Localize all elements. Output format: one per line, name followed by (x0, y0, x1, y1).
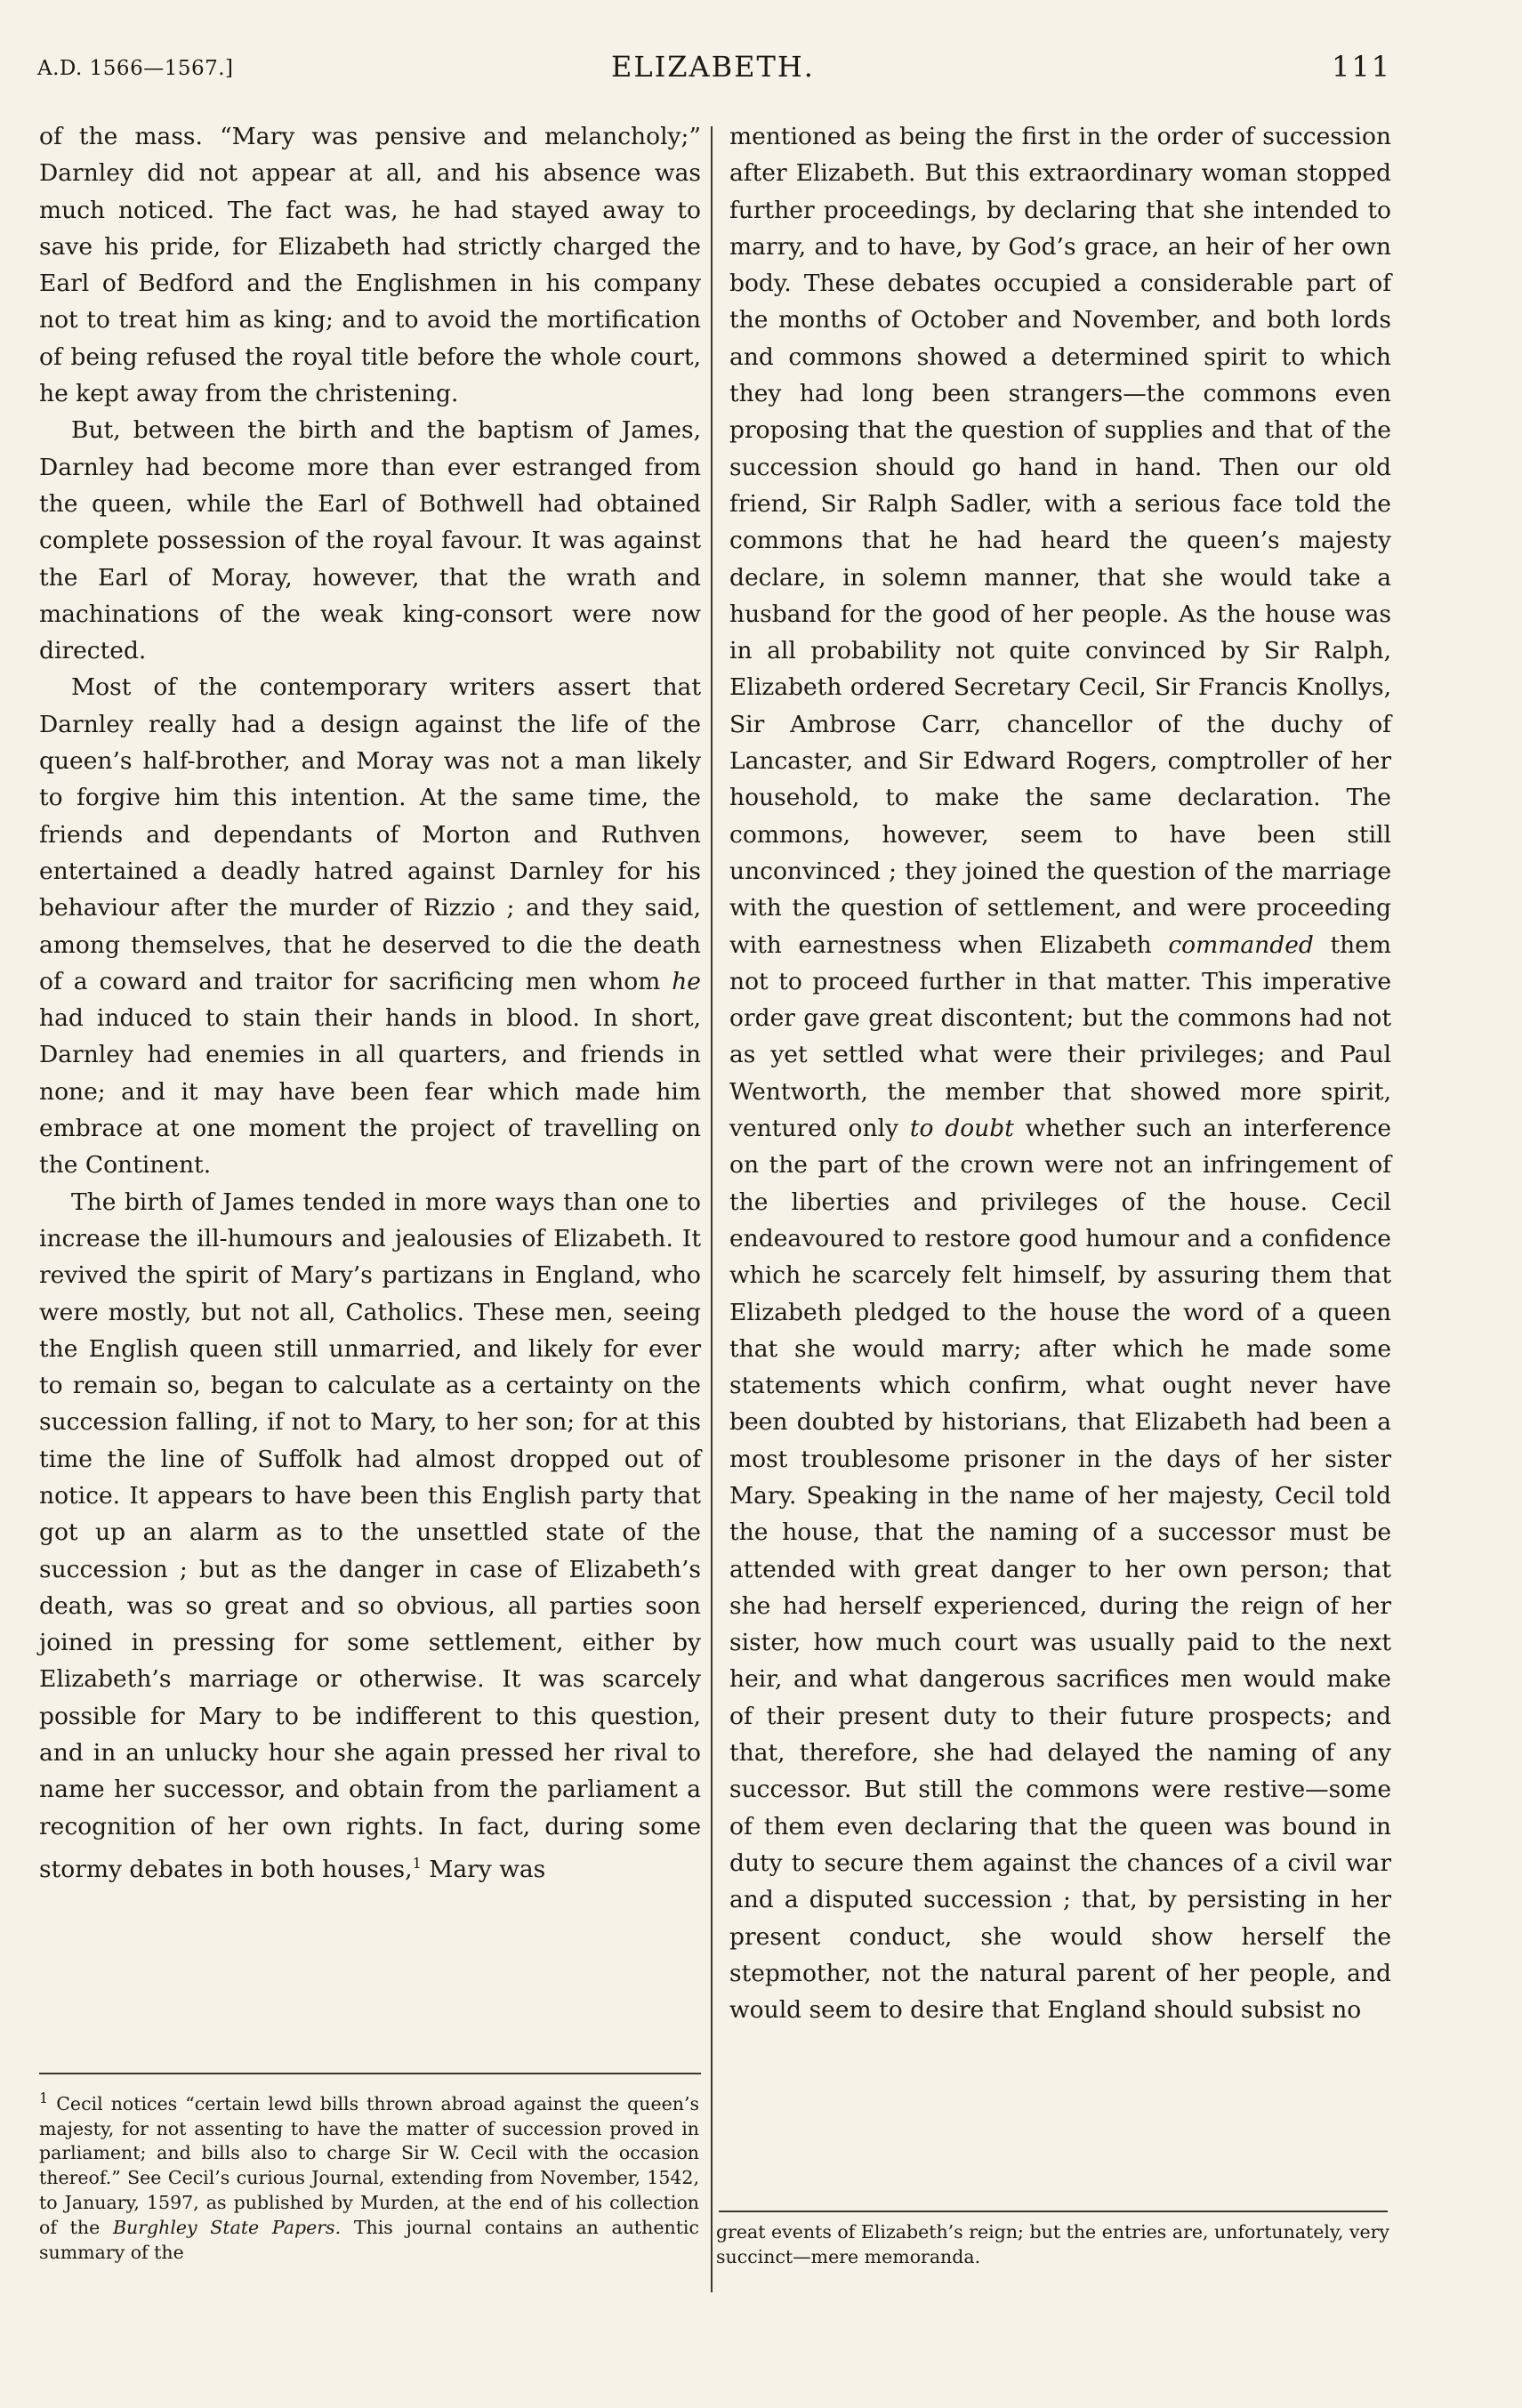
emphasis: he (672, 967, 701, 995)
paragraph: Most of the contemporary writers assert that Darnley really had a design against the life of the queen’s half-brother, and Moray was not a man likely to forgive him this intention. At the same time, the friends and dependants of Morton and Ruthven entertained a deadly hatred against Darnley for his behaviour after the murder of Rizzio ; and they said, among themselves, that he deserved to die the death of a coward and traitor for sacrificing men whom he had induced to stain their hands in blood. In short, Darnley had enemies in all quarters, and friends in none; and it may have been fear which made him embrace at one moment the project of travelling on the Continent. (39, 673, 701, 1180)
page-number: 111 (1332, 50, 1392, 84)
paragraph: mentioned as being the first in the order of succession after Elizabeth. But this extraordinary woman stopped further proceedings, by declaring that she intended to marry, and to have, by God’s grace, an heir of her own body. These debates occupied a considerable part of the months of October and November, and both lords and commons showed a determined spirit to which they had long been strangers—the commons even proposing that the question of supplies and that of the succession should go hand in hand. Then our old friend, Sir Ralph Sadler, with a serious face told the commons that he had heard the queen’s majesty declare, in solemn manner, that she would take a husband for the good of her people. As the house was in all probability not quite convinced by Sir Ralph, Elizabeth ordered Secretary Cecil, Sir Francis Knollys, Sir Ambrose Carr, chancellor of the duchy of Lancaster, and Sir Edward Rogers, comptroller of her household, to make the same declaration. The commons, however, seem to have been still unconvinced ; they joined the question of the marriage with the question of settlement, and were proceeding with earnestness when Elizabeth commanded them not to proceed further in that matter. This imperative order gave great discontent; but the commons had not as yet settled what were their privileges; and Paul Wentworth, the member that showed more spirit, ventured only to doubt whether such an interference on the part of the crown were not an infringement of the liberties and privileges of the house. Cecil endeavoured to restore good humour and a confidence which he scarcely felt himself, by assuring them that Elizabeth pledged to the house the word of a queen that she would marry; after which he made some statements which confirm, what ought never have been doubted by historians, that Elizabeth had been a most troublesome prisoner in the days of her sister Mary. Speaking in the name of her majesty, Cecil told the house, that the naming of a successor must be attended with great danger to her own person; that she had herself experienced, during the reign of her sister, how much court was usually paid to the next heir, and what dangerous sacrifices men would make of their present duty to their future prospects; and that, therefore, she had delayed the naming of any successor. But still the commons were restive—some of them even declaring that the queen was bound in duty to secure them against the chances of a civil war and a disputed succession ; that, by persisting in her present conduct, she would show herself the stepmother, not the natural parent of her people, and would seem to desire that England should subsist no (729, 123, 1391, 2025)
paragraph: of the mass. “Mary was pensive and melancholy;” Darnley did not appear at all, and his absence was much noticed. The fact was, he had stayed away to save his pride, for Elizabeth had strictly charged the Earl of Bedford and the Englishmen in his company not to treat him as king; and to avoid the mortification of being refused the royal title before the whole court, he kept away from the christening. (39, 123, 701, 408)
left-column (39, 118, 701, 1888)
page-header (37, 50, 1392, 94)
right-column (729, 118, 1391, 2028)
paragraph: The birth of James tended in more ways than one to increase the ill-humours and jealousies of Elizabeth. It revived the spirit of Mary’s partizans in England, who were mostly, but not all, Catholics. These men, seeing the English queen still unmarried, and likely for ever to remain so, began to calculate as a certainty on the succession falling, if not to Mary, to her son; for at this time the line of Suffolk had almost dropped out of notice. It appears to have been this English party that got up an alarm as to the unsettled state of the succession ; but as the danger in case of Elizabeth’s death, was so great and so obvious, all parties soon joined in pressing for some settlement, either by Elizabeth’s marriage or otherwise. It was scarcely possible for Mary to be indifferent to this question, and in an unlucky hour she again pressed her rival to name her successor, and obtain from the parliament a recognition of her own rights. In fact, during some stormy debates in both houses,$^1$ Mary was (39, 1188, 701, 1883)
emphasis: to doubt (909, 1115, 1014, 1143)
footnote-marker: 1 (39, 2090, 49, 2106)
emphasis: commanded (1168, 930, 1314, 959)
paragraph: But, between the birth and the baptism of James, Darnley had become more than ever estranged from the queen, while the Earl of Bothwell had obtained complete possession of the royal favour. It was against the Earl of Moray, however, that the wrath and machinations of the weak king-consort were now directed. (39, 416, 701, 665)
footnote-right: great events of Elizabeth’s reign; but the entries are, unfortunately, very succinct—mere memoranda. (716, 2221, 1389, 2267)
date-range: A.D. 1566—1567.] (37, 57, 234, 80)
running-title: ELIZABETH. (611, 50, 815, 84)
column-divider (711, 126, 713, 2292)
footnote-rule (719, 2211, 1388, 2212)
footnote-rule (39, 2073, 701, 2074)
footnote-left: $^1$ Cecil notices “certain lewd bills thrown abroad against the queen’s majesty, for not assenting to have the matter of succession proved in parliament; and bills also to charge Sir W. Cecil with the occasion thereof.” See Cecil’s curious Journal, extending from November, 1542, to January, 1597, as published by Murden, at the end of his collection of the Burghley State Papers. This journal contains an authentic summary of the (39, 2090, 699, 2263)
footnote-ref: 1 (412, 1854, 422, 1872)
